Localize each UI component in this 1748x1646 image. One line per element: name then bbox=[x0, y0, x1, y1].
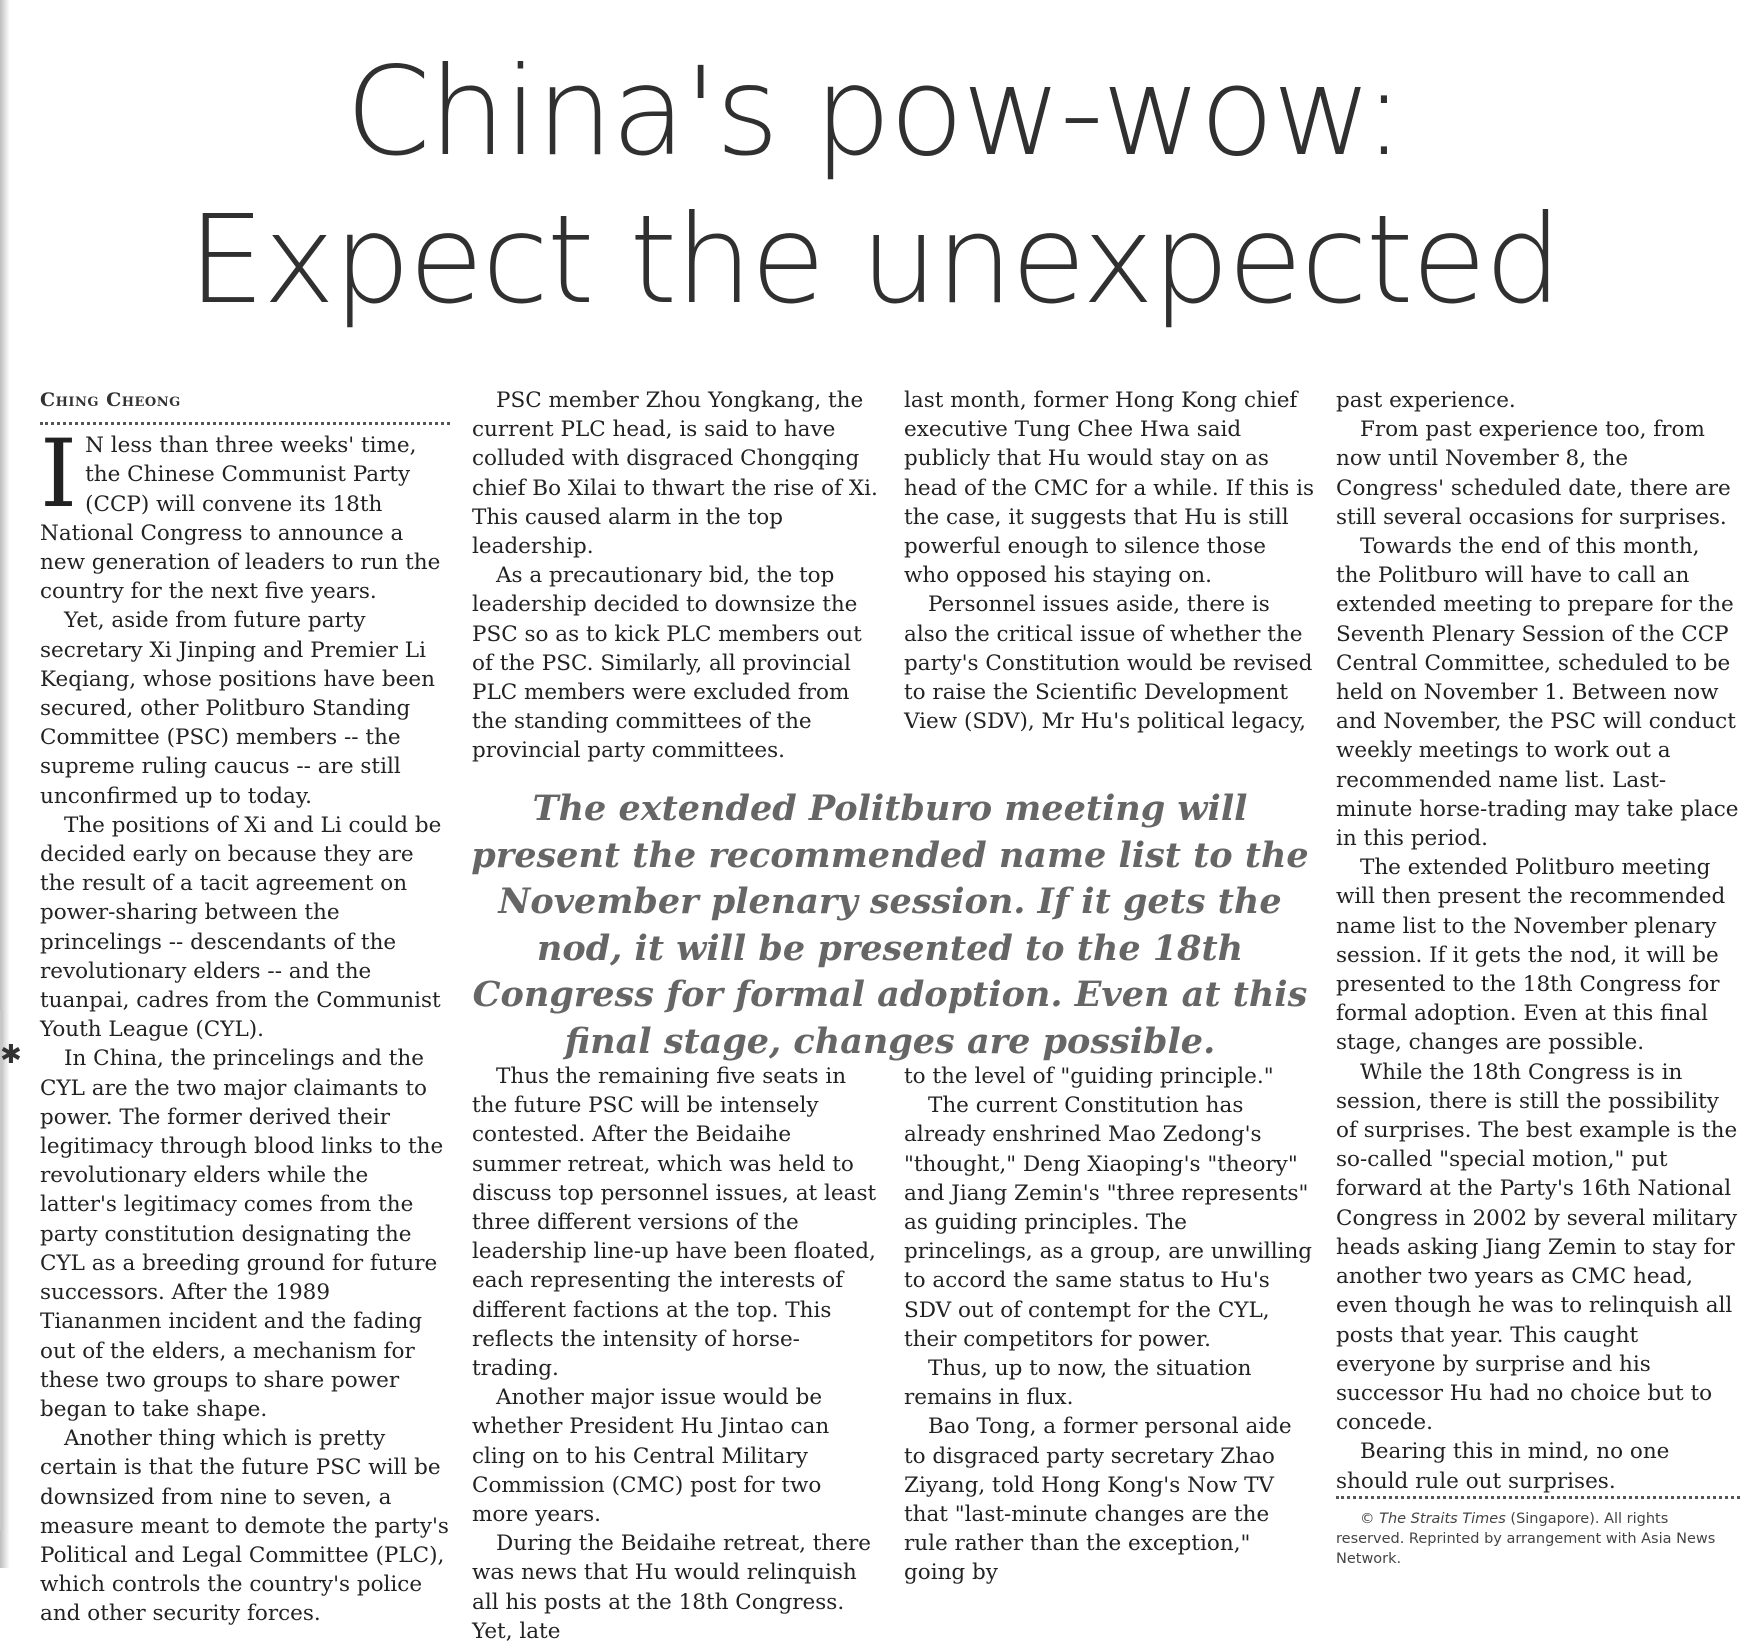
paragraph: The positions of Xi and Li could be decided early on because they are the result of a tacit agreement on power-sharing between the princelings -- descendants of the revolutionary elders -- and the tuanpai, cadres from the Communist Youth League (CYL). bbox=[40, 812, 442, 1043]
column-4 bbox=[1336, 386, 1740, 1569]
paragraph: Bearing this in mind, no one should rule out surprises. bbox=[1336, 1439, 1670, 1494]
credit-publication: The Straits Times bbox=[1379, 1510, 1506, 1527]
paragraph: Thus, up to now, the situation remains in flux. bbox=[904, 1356, 1252, 1411]
paragraph: Another thing which is pretty certain is that the future PSC will be downsized from nine to seven, a measure meant to demote the party's Political and Legal Committee (PLC), which controls the country's police and other security forces. bbox=[40, 1426, 449, 1627]
asterisk-icon: ✱ bbox=[0, 1040, 22, 1070]
column-2-bottom bbox=[472, 1062, 882, 1646]
paragraph: Personnel issues aside, there is also the critical issue of whether the party's Constitution would be revised to raise the Scientific Development View (SDV), Mr Hu's political legacy, bbox=[904, 592, 1313, 735]
paragraph: to the level of "guiding principle." bbox=[904, 1064, 1274, 1089]
lead-paragraph-text: N less than three weeks' time, the Chinese Communist Party (CCP) will convene its 18th National Congress to announce a new generation of leaders to run the country for the next five years. bbox=[40, 433, 441, 605]
paragraph: The current Constitution has already enshrined Mao Zedong's "thought," Deng Xiaoping's "theory" and Jiang Zemin's "three represents" as guiding principles. The princelings, as a group, are unwilling to accord the same status to Hu's SDV out of contempt for the CYL, their competitors for power. bbox=[904, 1093, 1313, 1352]
copyright-credit bbox=[1336, 1496, 1740, 1569]
paragraph: The extended Politburo meeting will then present the recommended name list to the November plenary session. If it gets the nod, it will be presented to the 18th Congress for formal adoption. Even at this final stage, changes are possible. bbox=[1336, 855, 1726, 1056]
paragraph: last month, former Hong Kong chief executive Tung Chee Hwa said publicly that Hu would stay on as head of the CMC for a while. If this is the case, it suggests that Hu is still powerful enough to silence those who opposed his staying on. bbox=[904, 388, 1315, 589]
paragraph: In China, the princelings and the CYL are the two major claimants to power. The former derived their legitimacy through blood links to the revolutionary elders while the latter's legitimacy comes from the party constitution designating the CYL as a breeding ground for future successors. After the 1989 Tiananmen incident and the fading out of the elders, a mechanism for these two groups to share power began to take shape. bbox=[40, 1046, 444, 1422]
credit-rest: (Singapore). All rights reserved. Reprinted by arrangement with Asia News Network. bbox=[1336, 1510, 1716, 1567]
drop-cap: I bbox=[40, 420, 78, 530]
paragraph: Yet, aside from future party secretary Xi Jinping and Premier Li Keqiang, whose positions have been secured, other Politburo Standing Committee (PSC) members -- the supreme ruling caucus -- are still unconfirmed up to today. bbox=[40, 608, 435, 809]
byline: Ching Cheong bbox=[40, 386, 450, 425]
page-edge-rule bbox=[0, 1010, 15, 1530]
paragraph: past experience. bbox=[1336, 388, 1516, 413]
headline bbox=[0, 38, 1748, 334]
paragraph: During the Beidaihe retreat, there was news that Hu would relinquish all his posts at the 18th Congress. Yet, late bbox=[472, 1531, 871, 1644]
column-3-bottom bbox=[904, 1062, 1314, 1588]
paragraph: Another major issue would be whether President Hu Jintao can cling on to his Central Military Commission (CMC) post for two more years. bbox=[472, 1385, 830, 1528]
paragraph: Towards the end of this month, the Politburo will have to call an extended meeting to prepare for the Seventh Plenary Session of the CCP Central Committee, scheduled to be held on November 1. Between now and November, the PSC will conduct weekly meetings to work out a recommended name list. Last-minute horse-trading may take place in this period. bbox=[1336, 534, 1739, 852]
column-3-top bbox=[904, 386, 1314, 736]
headline-line-1: China's pow-wow: bbox=[345, 41, 1403, 183]
paragraph: From past experience too, from now until November 8, the Congress' scheduled date, there are still several occasions for surprises. bbox=[1336, 417, 1731, 530]
paragraph: PSC member Zhou Yongkang, the current PLC head, is said to have colluded with disgraced Chongqing chief Bo Xilai to thwart the rise of Xi. This caused alarm in the top leadership. bbox=[472, 388, 878, 560]
column-2-top bbox=[472, 386, 882, 766]
paragraph: As a precautionary bid, the top leadership decided to downsize the PSC so as to kick PLC members out of the PSC. Similarly, all provincial PLC members were excluded from the standing committees of the provincial party committees. bbox=[472, 563, 862, 764]
paragraph: Bao Tong, a former personal aide to disgraced party secretary Zhao Ziyang, told Hong Kong's Now TV that "last-minute changes are the rule rather than the exception," going by bbox=[904, 1414, 1292, 1586]
pull-quote: The extended Politburo meeting will present the recommended name list to the November plenary session. If it gets the nod, it will be presented to the 18th Congress for formal adoption. Even at this final stage, changes are possible. bbox=[471, 788, 1309, 1062]
headline-line-2: Expect the unexpected bbox=[187, 189, 1561, 331]
credit-prefix: © bbox=[1360, 1510, 1380, 1527]
lead-paragraph bbox=[40, 420, 450, 606]
column-1 bbox=[40, 386, 450, 1629]
paragraph: While the 18th Congress is in session, there is still the possibility of surprises. The best example is the so-called "special motion," put forward at the Party's 16th National Congress in 2002 by several military heads asking Jiang Zemin to stay for another two years as CMC head, even though he was to relinquish all posts that year. This caught everyone by surprise and his successor Hu had no choice but to concede. bbox=[1336, 1059, 1738, 1436]
paragraph: Thus the remaining five seats in the future PSC will be intensely contested. After the Beidaihe summer retreat, which was held to discuss top personnel issues, at least three different versions of the leadership line-up have been floated, each representing the interests of different factions at the top. This reflects the intensity of horse-trading. bbox=[472, 1064, 877, 1382]
